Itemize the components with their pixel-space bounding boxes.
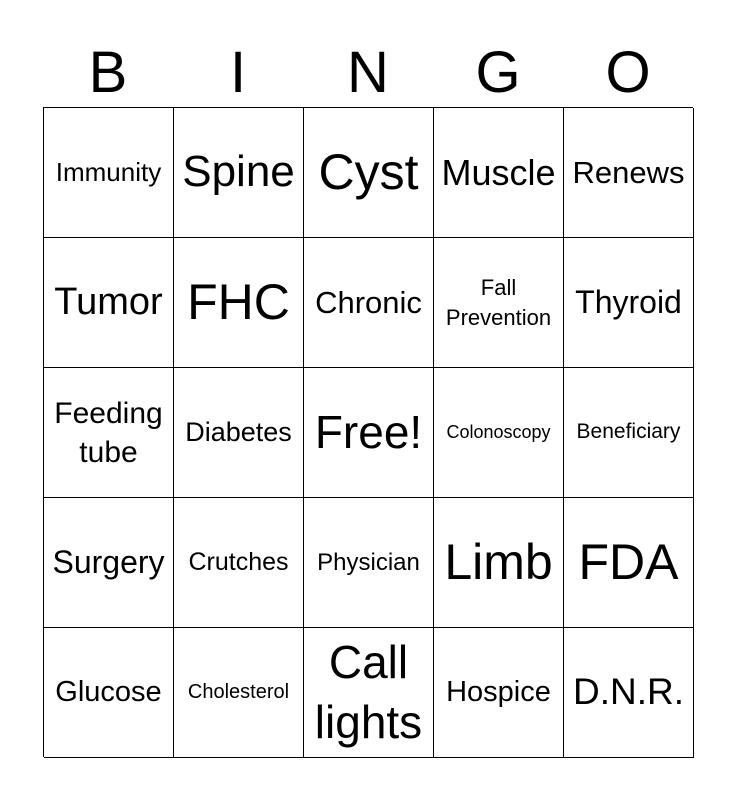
bingo-cell[interactable] [564, 238, 694, 368]
cell-text: Tumor [54, 280, 163, 323]
bingo-cell[interactable] [44, 628, 174, 758]
bingo-cell[interactable] [174, 108, 304, 238]
bingo-cell[interactable] [434, 238, 564, 368]
bingo-cell[interactable] [434, 498, 564, 628]
bingo-free-space[interactable] [304, 368, 434, 498]
cell-text: Free! [314, 406, 423, 459]
cell-text: Glucose [55, 675, 162, 708]
bingo-cell[interactable] [434, 628, 564, 758]
cell-text: Cyst [318, 143, 419, 200]
bingo-cell[interactable] [564, 628, 694, 758]
bingo-cell[interactable] [304, 238, 434, 368]
bingo-cell[interactable] [564, 368, 694, 498]
cell-text: Chronic [315, 284, 422, 320]
bingo-card-grid [43, 107, 693, 757]
bingo-cell[interactable] [564, 108, 694, 238]
header-letter-i: I [229, 40, 247, 105]
header-letter-g: G [475, 40, 521, 105]
bingo-cell[interactable] [304, 628, 434, 758]
bingo-cell[interactable] [304, 108, 434, 238]
cell-text: FDA [578, 533, 679, 590]
cell-text: FHC [187, 273, 290, 330]
bingo-header [43, 38, 693, 108]
cell-text: Call lights [314, 635, 423, 748]
bingo-cell[interactable] [174, 498, 304, 628]
bingo-cell[interactable] [434, 108, 564, 238]
cell-text: Beneficiary [576, 420, 681, 444]
header-letter-b: B [88, 40, 128, 105]
cell-text: Cholesterol [187, 681, 290, 703]
cell-text: Colonoscopy [446, 422, 551, 443]
cell-text: Thyroid [575, 284, 682, 321]
header-letter-n: N [347, 40, 389, 105]
cell-text: Hospice [446, 675, 551, 708]
bingo-cell[interactable] [44, 498, 174, 628]
bingo-cell[interactable] [304, 498, 434, 628]
bingo-cell[interactable] [174, 238, 304, 368]
cell-text: Spine [182, 147, 295, 197]
cell-text: Renews [572, 154, 685, 190]
cell-text: D.N.R. [573, 671, 684, 713]
header-letter-o: O [605, 40, 651, 105]
bingo-cell[interactable] [174, 368, 304, 498]
cell-text: Surgery [52, 544, 165, 581]
bingo-cell[interactable] [44, 238, 174, 368]
cell-text: Fall Prevention [445, 274, 552, 330]
bingo-cell[interactable] [564, 498, 694, 628]
cell-text: Crutches [188, 548, 289, 577]
bingo-cell[interactable] [44, 108, 174, 238]
cell-text: Diabetes [185, 416, 292, 447]
cell-text: Immunity [55, 156, 162, 187]
cell-text: Muscle [441, 151, 556, 193]
cell-text: Limb [444, 533, 553, 590]
bingo-cell[interactable] [44, 368, 174, 498]
bingo-cell[interactable] [434, 368, 564, 498]
bingo-cell[interactable] [174, 628, 304, 758]
cell-text: Feeding tube [54, 396, 163, 469]
cell-text: Physician [317, 548, 420, 576]
